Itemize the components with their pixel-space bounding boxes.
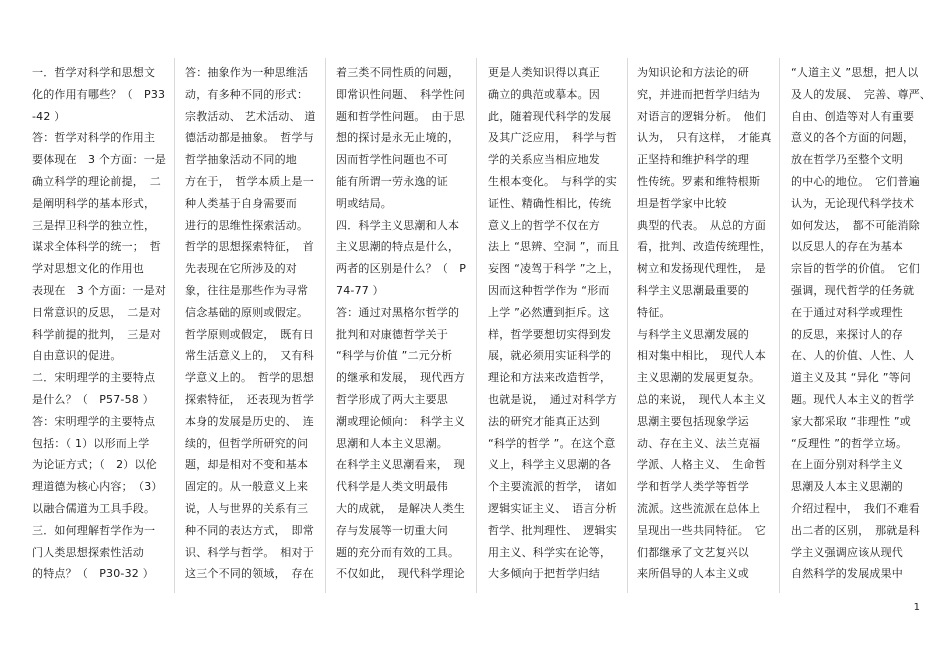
text-line: 流派。这些流派在总体上 <box>637 501 761 515</box>
column-separator <box>627 58 628 593</box>
text-line: 意义上的哲学不仅在方 <box>488 218 600 232</box>
text-line: 生根本变化。 与科学的实 <box>488 174 617 188</box>
text-line: 一．哲学对科学和思想文 <box>32 66 156 79</box>
text-line: 题。现代人本主义的哲学 <box>791 392 915 406</box>
text-line: 大的成就， 是解决人类生 <box>336 501 465 515</box>
text-line: 的反思，来探讨人的存 <box>791 327 903 341</box>
text-line: 主义思潮的特点是什么， <box>336 240 460 254</box>
column-separator <box>174 58 175 593</box>
text-line: 存与发展等一切重大问 <box>336 523 448 537</box>
text-line: 认为， 只有这样， 才能真 <box>637 131 772 145</box>
text-line: 以反思人的存在为基本 <box>791 240 903 254</box>
text-line: “科学的哲学 ”。在这个意 <box>488 436 616 450</box>
text-line: 学派、人格主义、 生命哲 <box>637 458 766 472</box>
text-line: 题和哲学性问题。 由于思 <box>336 109 465 123</box>
text-line: 学主义强调应该从现代 <box>791 545 903 559</box>
text-line: 因而这种哲学作为 “形而 <box>488 283 610 297</box>
text-line: -42 ） <box>32 109 66 123</box>
text-line: 能有所谓一劳永逸的证 <box>336 174 448 188</box>
text-line: 哲学、批判理性、 逻辑实 <box>488 523 617 537</box>
text-line: 确立科学的理论前提， 二 <box>32 174 161 188</box>
text-line: 在、人的价值、人性、人 <box>791 349 915 363</box>
text-line: 确立的典范或摹本。因 <box>488 87 600 101</box>
text-line: 相对集中相比， 现代人本 <box>637 349 766 363</box>
text-line: “科学与价值 ”二元分析 <box>336 349 453 363</box>
text-line: 认为，无论现代科学技术 <box>791 196 915 210</box>
text-line: 答：宋明理学的主要特点 <box>32 414 156 428</box>
text-line: 三．如何理解哲学作为一 <box>32 523 156 537</box>
text-line: 固定的。从一般意义上来 <box>185 480 309 494</box>
text-line: 此，随着现代科学的发展 <box>488 109 612 123</box>
text-line: 识、科学与哲学。 相对于 <box>185 545 314 559</box>
text-line: 答：抽象作为一种思维活 <box>185 66 309 79</box>
text-line: 介绍过程中， 我们不难看 <box>791 501 920 515</box>
column-separator <box>779 58 780 593</box>
text-line: 哲学形成了两大主要思 <box>336 392 448 406</box>
text-line: 二．宋明理学的主要特点 <box>32 371 156 385</box>
text-line: 思潮主要包括现象学运 <box>637 414 749 428</box>
text-line: 坦是哲学家中比较 <box>637 196 727 210</box>
text-line: 道主义及其 “异化 ”等问 <box>791 371 911 385</box>
text-line: 代科学是人类文明最伟 <box>336 480 448 494</box>
text-line: “人道主义 ”思想，把人以 <box>791 66 919 79</box>
text-line: 看，批判、改造传统理性， <box>637 240 772 254</box>
text-line: 信念基础的原则或假定。 <box>185 305 309 319</box>
text-line: 们都继承了文艺复兴以 <box>637 545 749 559</box>
text-line: 种人类基于自身需要而 <box>185 196 297 210</box>
text-line: 逻辑实证主义、 语言分析 <box>488 501 617 515</box>
text-line: 宗教活动、 艺术活动、 道 <box>185 109 316 123</box>
text-line: 为知识论和方法论的研 <box>637 66 749 79</box>
text-line: 三是捍卫科学的独立性， <box>32 218 156 232</box>
text-line: 对语言的逻辑分析。 他们 <box>637 109 766 123</box>
text-line: 本身的发展是历史的、 连 <box>185 414 314 428</box>
text-line: 说，人与世界的关系有三 <box>185 501 309 515</box>
text-line: 着三类不同性质的问题， <box>336 66 460 79</box>
text-column-4 <box>488 62 620 585</box>
text-line: 主义思潮的发展更复杂。 <box>637 371 761 385</box>
text-line: 种不同的表达方式， 即常 <box>185 523 314 537</box>
text-line: 批判和对康德哲学关于 <box>336 327 448 341</box>
text-line: 妄图 “凌驾于科学 ”之上， <box>488 262 620 276</box>
text-line: 表现在 3 个方面：一是对 <box>32 283 167 297</box>
text-line: 答：通过对黑格尔哲学的 <box>336 305 460 319</box>
text-line: 义上，科学主义思潮的各 <box>488 458 612 472</box>
text-line: 不仅如此， 现代科学理论 <box>336 567 465 581</box>
text-line: 动、存在主义、法兰克福 <box>637 436 761 450</box>
text-line: 象，往往是那些作为寻常 <box>185 283 309 297</box>
text-line: 更是人类知识得以真正 <box>488 66 600 79</box>
text-line: 特征。 <box>637 305 671 319</box>
text-line: 性传统。罗素和维特根斯 <box>637 174 761 188</box>
text-line: 哲学抽象活动不同的地 <box>185 153 297 167</box>
text-line: 来所倡导的人本主义或 <box>637 567 749 581</box>
text-line: 家大都采取 “非理性 ”或 <box>791 414 911 428</box>
text-line: 德活动都是抽象。 哲学与 <box>185 131 314 145</box>
text-line: 日常意识的反思， 二是对 <box>32 305 161 319</box>
text-line: 常生活意义上的， 又有科 <box>185 349 314 363</box>
text-line: 在于通过对科学或理性 <box>791 305 903 319</box>
text-column-5 <box>637 62 772 585</box>
text-line: 即常识性问题、 科学性问 <box>336 87 465 101</box>
text-line: 典型的代表。 从总的方面 <box>637 218 766 232</box>
text-line: 总的来说， 现代人本主义 <box>637 392 766 406</box>
text-line: “反理性 ”的哲学立场。 <box>791 436 908 450</box>
text-line: 及人的发展、 完善、尊严、 <box>791 87 932 101</box>
text-line: 的中心的地位。 它们普遍 <box>791 174 920 188</box>
text-column-3 <box>336 62 467 585</box>
text-line: 以融合儒道为工具手段。 <box>32 501 156 515</box>
text-line: 为论证方式；（ 2）以伦 <box>32 458 157 472</box>
column-separator <box>476 58 477 593</box>
text-line: 包括：（ 1）以形而上学 <box>32 436 150 450</box>
page-number: 1 <box>913 602 920 613</box>
text-line: 自由、创造等对人有重要 <box>791 109 915 123</box>
text-line: 出二者的区别， 那就是科 <box>791 523 920 537</box>
column-separator <box>325 58 326 593</box>
text-line: 学对思想文化的作用也 <box>32 262 144 276</box>
text-column-1 <box>32 62 167 585</box>
text-line: 化的作用有哪些？（ P33 <box>32 87 166 101</box>
text-line: 续的，但哲学所研究的问 <box>185 436 309 450</box>
text-line: 思潮及人本主义思潮的 <box>791 480 903 494</box>
text-line: 科学前提的批判， 三是对 <box>32 327 161 341</box>
text-line: 正坚持和维护科学的理 <box>637 153 749 167</box>
text-line: 与科学主义思潮发展的 <box>637 327 749 341</box>
text-line: 两者的区别是什么？（ P <box>336 262 467 276</box>
text-line: 自然科学的发展成果中 <box>791 567 903 581</box>
text-line: 树立和发扬现代理性， 是 <box>637 262 766 276</box>
text-line: 强调，现代哲学的任务就 <box>791 283 915 297</box>
text-line: 科学主义思潮最重要的 <box>637 283 749 297</box>
text-line: 想的探讨是永无止境的， <box>336 131 460 145</box>
text-line: 法上 “思辨、空洞 ”，而且 <box>488 240 620 254</box>
text-line: 宗旨的哲学的价值。 它们 <box>791 262 920 276</box>
text-line: 自由意识的促进。 <box>32 349 122 363</box>
text-line: 呈现出一些共同特征。 它 <box>637 523 766 537</box>
text-line: 放在哲学乃至整个文明 <box>791 153 903 167</box>
text-line: 及其广泛应用， 科学与哲 <box>488 131 617 145</box>
text-line: 是什么？（ P57-58 ） <box>32 392 154 406</box>
text-line: 哲学原则或假定， 既有日 <box>185 327 314 341</box>
text-line: 上学 ”必然遭到拒斥。这 <box>488 305 610 319</box>
text-line: 理道德为核心内容； （3） <box>32 480 163 494</box>
text-line: 谋求全体科学的统一； 哲 <box>32 240 161 254</box>
text-line: 如何发达， 都不可能消除 <box>791 218 920 232</box>
text-line: 明或结局。 <box>336 196 392 210</box>
text-line: 方在于， 哲学本质上是一 <box>185 174 314 188</box>
text-line: 探索特征， 还表现为哲学 <box>185 392 314 406</box>
text-line: 因而哲学性问题也不可 <box>336 153 448 167</box>
text-line: 的特点？（ P30-32 ） <box>32 567 154 581</box>
text-line: 学意义上的。 哲学的思想 <box>185 371 314 385</box>
text-line: 门人类思想探索性活动 <box>32 545 144 559</box>
text-line: 要体现在 3 个方面：一是 <box>32 153 167 167</box>
text-line: 是阐明科学的基本形式， <box>32 196 156 210</box>
text-line: 证性、精确性相比，传统 <box>488 196 612 210</box>
text-line: 进行的思维性探索活动。 <box>185 218 309 232</box>
text-line: 的继承和发展， 现代西方 <box>336 371 465 385</box>
text-line: 展，就必须用实证科学的 <box>488 349 612 363</box>
text-column-2 <box>185 62 316 585</box>
text-line: 学和哲学人类学等哲学 <box>637 480 749 494</box>
text-line: 用主义、科学实在论等， <box>488 545 612 559</box>
text-line: 意义的各个方面的问题， <box>791 131 915 145</box>
text-line: 在上面分别对科学主义 <box>791 458 903 472</box>
text-line: 理论和方法来改造哲学， <box>488 371 612 385</box>
text-line: 究，并进而把哲学归结为 <box>637 87 761 101</box>
text-line: 四．科学主义思潮和人本 <box>336 218 460 232</box>
text-line: 思潮和人本主义思潮。 <box>336 436 448 450</box>
text-line: 题，却是相对不变和基本 <box>185 458 309 472</box>
text-line: 动，有多种不同的形式： <box>185 87 309 101</box>
text-line: 先表现在它所涉及的对 <box>185 262 297 276</box>
text-line: 也就是说， 通过对科学方 <box>488 392 617 406</box>
text-line: 题的充分而有效的工具。 <box>336 545 460 559</box>
text-line: 这三个不同的领域， 存在 <box>185 567 314 581</box>
text-column-6 <box>791 62 932 585</box>
text-line: 法的研究才能真正达到 <box>488 414 600 428</box>
text-line: 学的关系应当相应地发 <box>488 153 600 167</box>
text-line: 大多倾向于把哲学归结 <box>488 567 600 581</box>
text-line: 在科学主义思潮看来， 现 <box>336 458 465 472</box>
text-line: 样，哲学要想切实得到发 <box>488 327 612 341</box>
text-line: 潮或理论倾向： 科学主义 <box>336 414 465 428</box>
text-line: 个主要流派的哲学， 诸如 <box>488 480 617 494</box>
text-line: 答：哲学对科学的作用主 <box>32 131 156 145</box>
text-line: 哲学的思想探索特征， 首 <box>185 240 314 254</box>
text-line: 74-77 ） <box>336 283 384 297</box>
